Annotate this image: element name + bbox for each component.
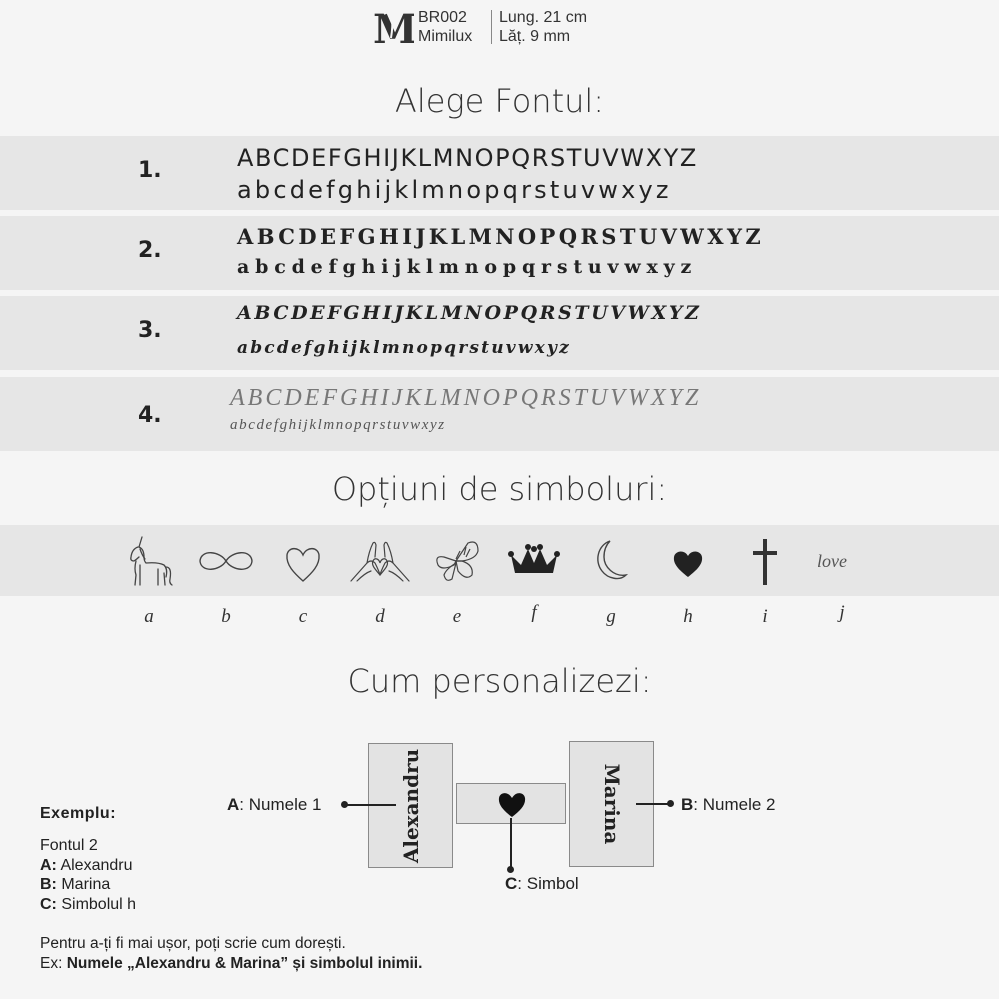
hands-heart-icon[interactable] — [349, 533, 411, 589]
cross-icon[interactable] — [734, 533, 796, 589]
callout-key: A — [227, 795, 240, 814]
symbols-section-title: Opțiuni de simboluri: — [331, 470, 668, 508]
callout-symbol — [505, 874, 579, 894]
love-script-icon[interactable] — [811, 533, 873, 589]
product-dimensions — [499, 8, 587, 46]
callout-text: : Numele 2 — [693, 795, 776, 814]
callout-name-1 — [227, 795, 321, 815]
callout-text: : Numele 1 — [239, 795, 322, 814]
heart-filled-icon — [496, 788, 528, 820]
callout-dot — [667, 800, 674, 807]
note-bold: Numele „Alexandru & Marina” și simbolul inimii. — [66, 955, 423, 972]
note-prefix: Ex: — [40, 955, 67, 972]
example-a — [40, 856, 136, 876]
logo-letter: M — [373, 8, 414, 48]
love-script-text: love — [817, 551, 847, 571]
symbols-band — [0, 525, 999, 596]
symbol-letter: i — [762, 606, 768, 627]
name-b-text: Marina — [599, 763, 624, 845]
header-divider — [491, 10, 492, 44]
font-number: 2. — [138, 238, 162, 263]
callout-dot — [507, 866, 514, 873]
font-uppercase-sample: ABCDEFGHIJKLMNOPQRSTUVWXYZ — [237, 224, 765, 249]
font-number: 3. — [138, 318, 162, 343]
symbol-letter: c — [298, 606, 308, 627]
callout-key: B — [681, 795, 694, 814]
symbol-letter: f — [531, 602, 537, 623]
length-label: Lung. 21 cm — [499, 9, 588, 26]
crown-icon[interactable] — [503, 533, 565, 589]
heart-outline-icon[interactable] — [272, 533, 334, 589]
callout-key: C — [505, 874, 518, 893]
font-option-1[interactable] — [0, 136, 999, 210]
symbol-letter: b — [221, 606, 231, 627]
heart-filled-icon[interactable] — [657, 533, 719, 589]
example-c-key: C: — [40, 895, 57, 913]
example-title: Exemplu: — [40, 805, 117, 822]
callout-text: : Simbol — [517, 874, 579, 893]
example-c-value: Simbolul h — [56, 895, 137, 913]
name-a-plate — [368, 743, 453, 868]
symbol-letter: a — [144, 606, 154, 627]
font-number: 1. — [138, 158, 162, 183]
unicorn-icon[interactable] — [118, 533, 180, 589]
example-c — [40, 895, 136, 915]
font-uppercase-sample: ABCDEFGHIJKLMNOPQRSTUVWXYZ — [230, 385, 702, 411]
callout-line — [510, 818, 512, 870]
symbol-letter: e — [452, 606, 462, 627]
font-lowercase-sample: abcdefghijklmnopqrstuvwxyz — [237, 176, 672, 204]
font-option-3[interactable] — [0, 296, 999, 370]
font-uppercase-sample: ABCDEFGHIJKLMNOPQRSTUVWXYZ — [237, 302, 702, 324]
symbol-letter: h — [683, 606, 693, 627]
example-font: Fontul 2 — [40, 837, 98, 854]
note-line-1: Pentru a-ți fi mai ușor, poți scrie cum dorești. — [40, 935, 346, 952]
fonts-section-title: Alege Fontul: — [394, 82, 605, 120]
header — [0, 6, 999, 46]
font-lowercase-sample: abcdefghijklmnopqrstuvwxyz — [237, 256, 698, 278]
callout-name-2 — [681, 795, 775, 815]
instruction-note — [40, 934, 422, 974]
name-a-text: Alexandru — [398, 748, 423, 863]
example-a-value: Alexandru — [56, 856, 133, 874]
callout-line — [636, 803, 671, 805]
symbol-letter: j — [839, 602, 845, 623]
example-details — [40, 836, 136, 914]
font-option-2[interactable] — [0, 216, 999, 290]
font-number: 4. — [138, 403, 162, 428]
symbol-letter: d — [375, 606, 385, 627]
note-line-2 — [40, 954, 422, 974]
example-b-key: B: — [40, 876, 57, 893]
font-option-4[interactable] — [0, 377, 999, 451]
callout-line — [345, 804, 396, 806]
font-lowercase-sample: abcdefghijklmnopqrstuvwxyz — [230, 417, 446, 433]
brand-logo — [372, 8, 414, 48]
butterfly-icon[interactable] — [426, 533, 488, 589]
infinity-icon[interactable] — [195, 533, 257, 589]
custom-section-title: Cum personalizezi: — [347, 662, 652, 700]
example-b — [40, 875, 136, 895]
product-code: BR002 — [418, 9, 467, 26]
symbol-letter: g — [606, 606, 616, 627]
moon-icon[interactable] — [580, 533, 642, 589]
width-label: Lăț. 9 mm — [499, 28, 571, 45]
example-a-key: A: — [40, 856, 57, 874]
product-info — [418, 8, 472, 46]
font-uppercase-sample: ABCDEFGHIJKLMNOPQRSTUVWXYZ — [237, 144, 698, 172]
example-b-value: Marina — [56, 876, 111, 893]
font-lowercase-sample: abcdefghijklmnopqrstuvwxyz — [237, 338, 571, 358]
brand-name: Mimilux — [418, 28, 473, 45]
